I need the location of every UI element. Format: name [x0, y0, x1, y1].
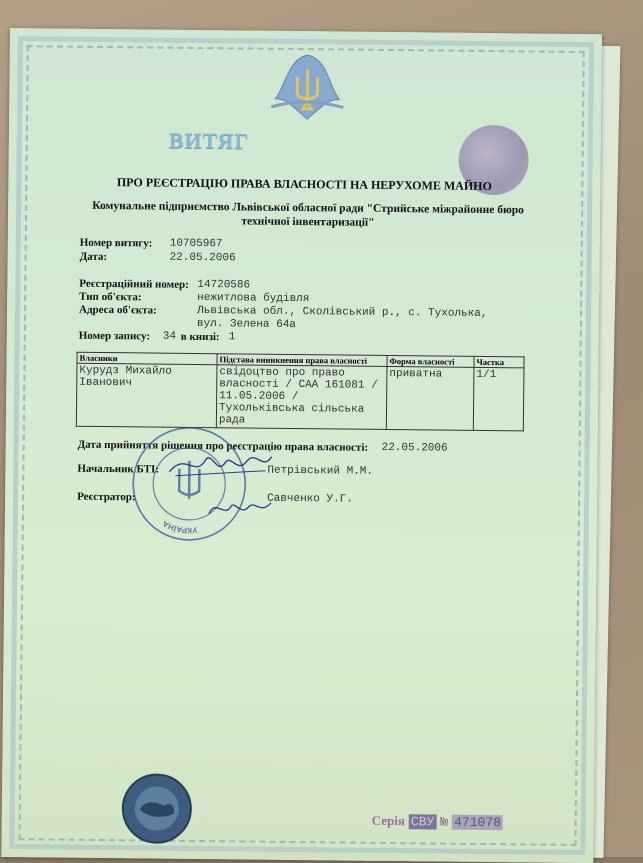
extract-date: 22.05.2006 — [169, 251, 236, 265]
serial-number — [372, 812, 503, 831]
decision-date: 22.05.2006 — [381, 441, 448, 455]
svg-text:УКРАЇНА — [161, 518, 198, 535]
stamp-country: УКРАЇНА — [160, 518, 198, 535]
header-form: Форма власності — [387, 355, 474, 367]
owner-name: Курудз Михайло Іванович — [76, 363, 217, 427]
registrar-label: Реєстратор: — [77, 490, 136, 504]
registrar-signature — [205, 496, 275, 523]
chief-name: Петрівський М.М. — [267, 464, 374, 478]
decision-date-label: Дата прийняття рішення про реєстрацію права власності: — [77, 438, 369, 454]
document-heading: ВИТЯГ — [168, 127, 250, 154]
reg-number-label: Реєстраційний номер: — [79, 277, 189, 291]
owners-table — [76, 352, 525, 432]
ownership-share: 1/1 — [473, 367, 524, 431]
ownership-form: приватна — [386, 366, 474, 430]
object-address-line2: вул. Зелена 64а — [196, 317, 296, 332]
record-number-label: Номер запису: — [78, 329, 151, 343]
object-address-label: Адреса об'єкта: — [78, 303, 157, 317]
issuing-organization: Комунальне підприємство Львівської обласної ради "Стрийське міжрайонне бюро технічної інвентаризації" — [92, 199, 525, 229]
serial-label: Серія — [371, 812, 406, 829]
reg-number: 14720586 — [197, 278, 251, 292]
serial-value: 471078 — [454, 814, 502, 831]
registrar-name: Савченко У.Г. — [267, 492, 353, 506]
security-seal — [119, 771, 194, 846]
chief-label: Начальник БТІ: — [77, 462, 160, 476]
ownership-basis: свідоцтво про право власності / САА 161081 / 11.05.2006 / Тухольківська сільська рада — [216, 365, 387, 430]
certificate-document — [1, 28, 602, 863]
document-title: ПРО РЕЄСТРАЦІЮ ПРАВА ВЛАСНОСТІ НА НЕРУХОМЕ МАЙНО — [116, 175, 492, 194]
table-row — [76, 363, 524, 431]
object-type-label: Тип об'єкта: — [79, 290, 142, 304]
book-label: в книзі: — [180, 330, 220, 344]
record-number: 34 — [162, 330, 177, 343]
extract-number-label: Номер витягу: — [79, 236, 153, 250]
object-address-line1: Львівська обл., Сколівський р., с. Тухолька, — [196, 304, 488, 321]
round-stamp — [130, 424, 249, 543]
header-basis: Підстава виникнення права власності — [217, 354, 387, 367]
serial-series: СВУ — [410, 814, 435, 830]
trident-emblem — [267, 49, 348, 128]
header-owners: Власники — [77, 352, 217, 364]
chief-signature — [165, 448, 275, 483]
object-type: нежитлова будівля — [197, 291, 310, 306]
header-share: Частка — [474, 356, 524, 368]
extract-number: 10705967 — [169, 237, 223, 251]
serial-number-sign: № — [440, 814, 449, 830]
book-number: 1 — [228, 331, 236, 344]
extract-date-label: Дата: — [79, 250, 108, 264]
